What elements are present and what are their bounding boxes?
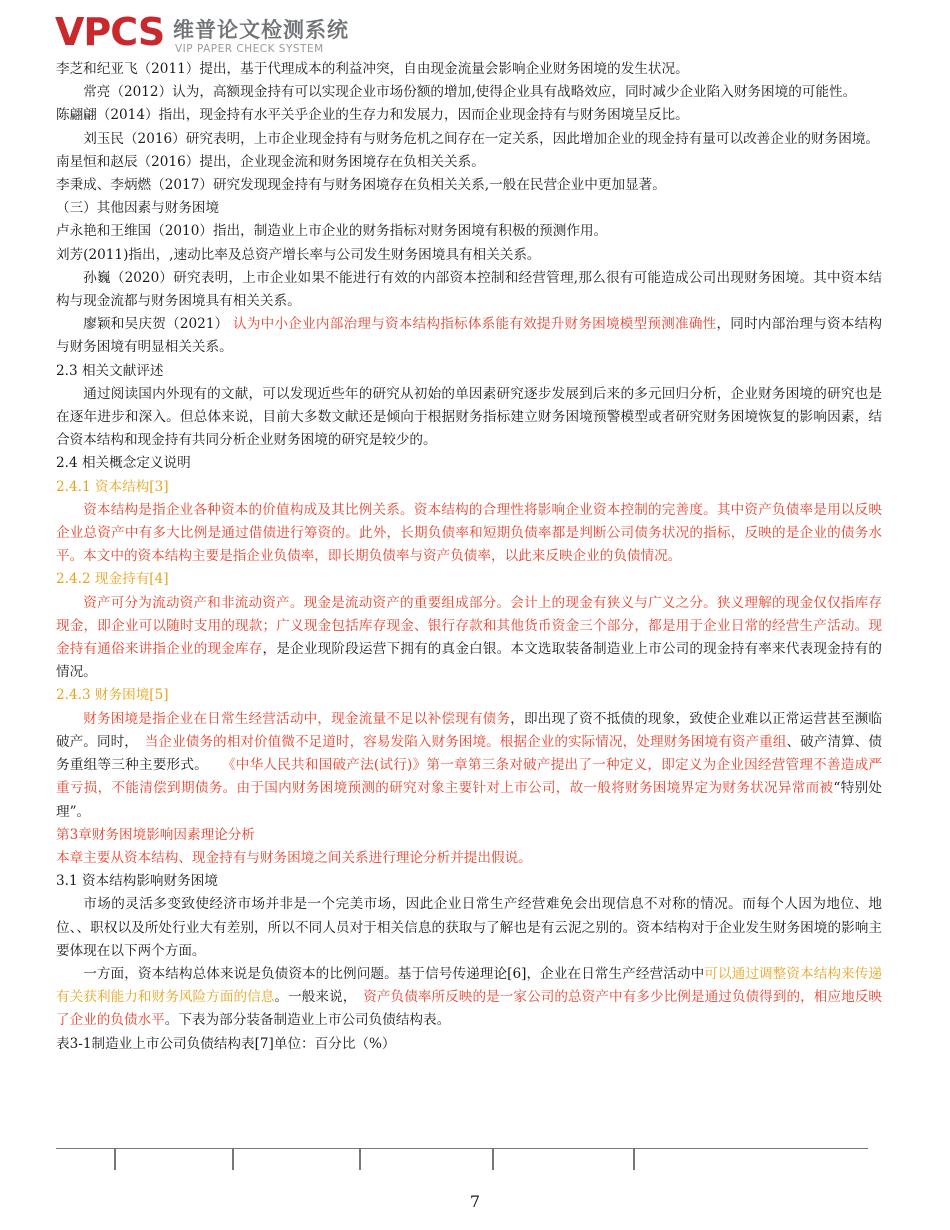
text-run: 刘芳(2011)指出，,速动比率及总资产增长率与公司发生财务困境具有相关关系。 xyxy=(56,246,541,263)
text-run: 2.4 相关概念定义说明 xyxy=(56,455,191,472)
text-run: 李芝和纪亚飞（2011）提出，基于代理成本的利益冲突，自由现金流量会影响企业财务困境的发生状况。 xyxy=(56,61,689,77)
text-run: 常亮（2012）认为，高额现金持有可以实现企业市场份额的增加,使得企业具有战略效应，同时减少企业陷入财务困境的可能性。 xyxy=(83,84,857,101)
logo-mark xyxy=(55,10,164,54)
paragraph xyxy=(56,1033,882,1056)
highlighted-text-run: 2.4.3 财务困境[5] xyxy=(56,687,169,704)
paragraph xyxy=(56,847,882,870)
text-run: ，即出现了资不抵债的现象，致使企业难以正常运营甚至濒临破产。同时， xyxy=(56,710,882,750)
text-run: 一方面，资本结构总体来说是负债资本的比例问题。基于信号传递理论[6]，企业在日常生产经营活动中 xyxy=(83,965,705,982)
paragraph xyxy=(56,684,882,707)
highlighted-text-run: 资产负债率所反映的是一家公司的总资产中有多少比例是通过负债得到的，相应地反映了企业的负债水平 xyxy=(56,989,883,1029)
paragraph xyxy=(56,893,882,963)
highlighted-text-run: 认为中小企业内部治理与资本结构指标体系能有效提升财务困境模型预测准确性 xyxy=(233,316,717,333)
text-run: 通过阅读国内外现有的文献，可以发现近些年的研究从初始的单因素研究逐步发展到后来的多元回归分析，企业财务困境的研究也是在逐年进步和深入。但总体来说，目前大多数文献还是倾向于根据财务指标建立财务困境预警模型或者研究财务困境恢复的影响因素，结合资本结构和现金持有共同分析企业财务困境的研究是较少的。 xyxy=(56,385,882,449)
highlighted-text-run: 资本结构是指企业各种资本的价值构成及其比例关系。资本结构的合理性将影响企业资本控制的完善度。其中资产负债率是用以反映企业总资产中有多大比例是通过借债进行筹资的。此外，长期负债率和短期负债率都是判断公司债务状况的指标，反映的是企业的债务水平。本文中的资本结构主要是指企业负债率，即长期负债率与资产负债率，以此来反映企业的负债情况。 xyxy=(56,501,882,565)
paragraph xyxy=(56,267,882,313)
paragraph xyxy=(56,81,882,104)
logo-latin: VPCS xyxy=(55,10,165,54)
highlighted-text-run: 《中华人民共和国破产法(试行)》第一章第三条对破产提出了一种定义，即定义为企业因经营管理不善造成严重亏损，不能清偿到期债务。由于国内财务困境预测的研究对象主要针对上市公司，故一般将财务困境界定为财务状况异常而被 xyxy=(56,757,882,797)
paragraph xyxy=(56,592,882,685)
paragraph xyxy=(56,499,882,569)
highlighted-text-run: 2.4.2 现金持有[4] xyxy=(56,571,169,588)
table-column-divider xyxy=(359,1148,361,1170)
table-column-divider xyxy=(492,1148,494,1170)
paragraph xyxy=(56,58,882,81)
paragraph xyxy=(56,452,882,475)
text-run: ，是企业现阶段运营下拥有的真金白银。本文选取装备制造业上市公司的现金持有率来代表现金持有的情况。 xyxy=(56,641,882,681)
paragraph xyxy=(56,383,882,453)
paragraph xyxy=(56,313,882,359)
paragraph xyxy=(56,360,882,383)
text-run: 。下表为部分装备制造业上市公司负债结构表。 xyxy=(164,1012,451,1029)
text-run: 、破产清算、债务重组等三种主要形式。 xyxy=(56,733,883,774)
text-run: （三）其他因素与财务困境 xyxy=(56,200,220,217)
paragraph xyxy=(56,708,882,824)
logo-title: 维普论文检测系统 xyxy=(173,18,349,42)
text-run: 3.1 资本结构影响财务困境 xyxy=(56,873,218,890)
highlighted-text-run: 当企业债务的相对价值微不足道时，容易发陷入财务困境。根据企业的实际情况，处理财务困境有资产重组 xyxy=(144,733,787,750)
text-run: 廖颖和吴庆贺（2021） xyxy=(83,316,234,333)
paragraph xyxy=(56,128,882,151)
text-run: 2.3 相关文献评述 xyxy=(56,362,164,379)
paragraph xyxy=(56,963,882,1033)
text-run: 李秉成、李炳燃（2017）研究发现现金持有与财务困境存在负相关关系,一般在民营企业中更加显著。 xyxy=(56,177,666,194)
paragraph xyxy=(56,197,882,220)
text-run: ，同时内部治理与资本结构与财务困境有明显相关关系。 xyxy=(56,316,883,356)
highlighted-text-run: 资产可分为流动资产和非流动资产。现金是流动资产的重要组成部分。会计上的现金有狭义与广义之分。狭义理解的现金仅仅指库存现金，即企业可以随时支用的现款；广义现金包括库存现金、银行存款和其他货币资金三个部分，都是用于企业日常的经营生产活动。现金持有通俗来讲指企业的现金库存 xyxy=(56,594,882,658)
text-run: 。一般来说， xyxy=(274,989,364,1006)
text-run: 刘玉民（2016）研究表明，上市企业现金持有与财务危机之间存在一定关系，因此增加企业的现金持有量可以改善企业的财务困境。 xyxy=(83,130,880,147)
text-run: “特别处理”。 xyxy=(56,780,883,820)
text-run: 南星恒和赵辰（2016）提出，企业现金流和财务困境存在负相关关系。 xyxy=(56,153,485,170)
text-run: 市场的灵活多变致使经济市场并非是一个完美市场，因此企业日常生产经营难免会出现信息不对称的情况。而每个人因为地位、地位、、职权以及所处行业大有差别，所以不同人员对于相关信息的获取与了解也是有云泥之别的。资本结构对于企业发生财务困境的影响主要体现在以下两个方面。 xyxy=(56,896,882,959)
paragraph xyxy=(56,870,882,893)
highlighted-text-run: 2.4.1 资本结构[3] xyxy=(56,478,169,495)
paragraph xyxy=(56,476,882,499)
table-column-divider xyxy=(114,1148,116,1170)
page-number: 7 xyxy=(469,1192,481,1211)
table-3-1-header xyxy=(56,1148,868,1172)
text-run: 陈翩翩（2014）指出，现金持有水平关乎企业的生存力和发展力，因而企业现金持有与财务困境呈反比。 xyxy=(56,107,689,124)
text-run: 表3-1制造业上市公司负债结构表[7]单位：百分比（%） xyxy=(56,1035,396,1052)
text-run: 卢永艳和王维国（2010）指出，制造业上市企业的财务指标对财务困境有积极的预测作用。 xyxy=(56,223,608,240)
highlighted-text-run: 财务困境是指企业在日常生经营活动中，现金流量不足以补偿现有债务 xyxy=(83,710,511,727)
paragraph xyxy=(56,824,882,847)
logo-subtitle: VIP PAPER CHECK SYSTEM xyxy=(175,43,324,55)
paragraph xyxy=(56,174,882,197)
text-run: 孙巍（2020）研究表明，上市企业如果不能进行有效的内部资本控制和经营管理,那么很有可能造成公司出现财务困境。其中资本结构与现金流都与财务困境具有相关关系。 xyxy=(56,269,882,310)
table-column-divider xyxy=(633,1148,635,1170)
table-column-divider xyxy=(232,1148,234,1170)
paragraph xyxy=(56,568,882,591)
paragraph xyxy=(56,220,882,243)
highlighted-text-run: 可以通过调整资本结构来传递有关获利能力和财务风险方面的信息 xyxy=(56,965,882,1006)
paragraph xyxy=(56,151,882,174)
paragraph xyxy=(56,244,882,267)
highlighted-text-run: 本章主要从资本结构、现金持有与财务困境之间关系进行理论分析并提出假说。 xyxy=(56,849,532,866)
vpcs-logo xyxy=(55,12,355,56)
document-body xyxy=(56,58,882,1056)
paragraph xyxy=(56,104,882,127)
table-top-rule xyxy=(56,1148,868,1149)
highlighted-text-run: 第3章财务困境影响因素理论分析 xyxy=(56,826,255,843)
